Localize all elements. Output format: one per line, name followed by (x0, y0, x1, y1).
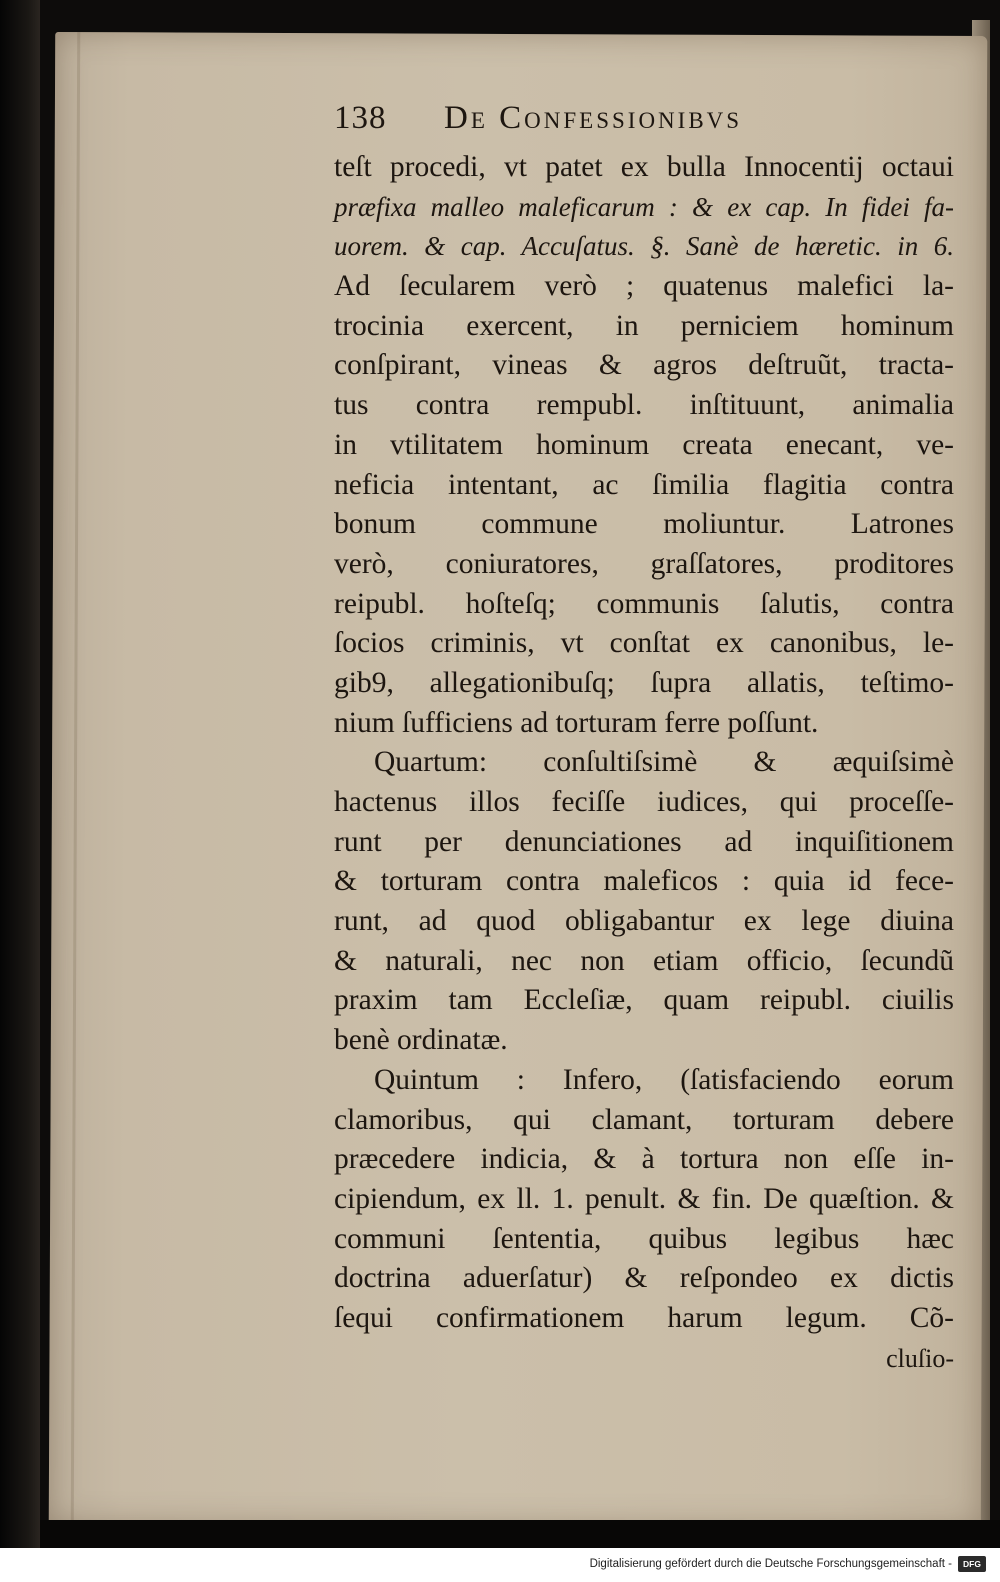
text-line: doctrina aduerſatur) & reſpondeo ex dictis (334, 1262, 954, 1295)
funding-credit: Digitalisierung gefördert durch die Deutsche Forschungsgemeinschaft - (589, 1558, 952, 1570)
text-lines (334, 148, 954, 1378)
text-line: clamoribus, qui clamant, torturam debere (334, 1103, 954, 1136)
text-line: & torturam contra maleficos : quia id fece- (334, 865, 954, 898)
text-line: conſpirant, vineas & agros deſtruũt, tracta- (334, 349, 954, 382)
page-number: 138 (334, 100, 387, 136)
text-line: trocinia exercent, in perniciem hominum (334, 309, 954, 342)
text-line: gib9, allegationibuſq; ſupra allatis, teſtimo- (334, 666, 954, 699)
text-line: benè ordinatæ. (334, 1024, 508, 1057)
text-line: communi ſententia, quibus legibus hæc (334, 1222, 954, 1255)
text-line: teſt procedi, vt patet ex bulla Innocentij octaui (334, 151, 954, 183)
book-spine-shadow (0, 0, 40, 1548)
bottom-shadow (40, 1520, 1000, 1548)
text-line: cluſio- (886, 1343, 954, 1373)
text-line: hactenus illos feciſſe iudices, qui proceſſe- (334, 786, 954, 818)
text-line: & naturali, nec non etiam officio, ſecundũ (334, 944, 954, 977)
text-line: in vtilitatem hominum creata enecant, ve- (334, 428, 954, 461)
text-line: Ad ſecularem verò ; quatenus malefici la- (334, 270, 954, 303)
text-line: runt, ad quod obligabantur ex lege diuina (334, 905, 954, 938)
page-text-block (334, 100, 954, 1378)
text-line: reipubl. hoſteſq; communis ſalutis, contra (334, 587, 954, 620)
dfg-logo: DFG (958, 1556, 986, 1572)
text-line: neficia intentant, ac ſimilia flagitia contra (334, 468, 954, 501)
text-line: runt per denunciationes ad inquiſitionem (334, 825, 954, 858)
text-line: Quartum: conſultiſsimè & æquiſsimè (374, 746, 954, 779)
text-line: praxim tam Eccleſiæ, quam reipubl. ciuilis (334, 984, 954, 1017)
text-line: ſequi confirmationem harum legum. Cõ- (334, 1301, 954, 1334)
text-line: tus contra rempubl. inſtituunt, animalia (334, 389, 954, 422)
running-head: De Confessionibvs (444, 100, 743, 136)
footer-bar (0, 1548, 1000, 1582)
text-line: bonum commune moliuntur. Latrones (334, 508, 954, 541)
page-header (334, 100, 954, 148)
text-line: verò, coniuratores, graſſatores, proditores (334, 547, 954, 580)
text-line: Quintum : Infero, (ſatisfaciendo eorum (374, 1063, 954, 1096)
text-line: ſocios criminis, vt conſtat ex canonibus, le- (334, 627, 954, 660)
text-line: præfixa malleo maleficarum : & ex cap. In fidei fa- (334, 191, 954, 222)
text-line: præcedere indicia, & à tortura non eſſe in- (334, 1143, 954, 1176)
text-line: cipiendum, ex ll. 1. penult. & fin. De quæſtion. & (334, 1182, 954, 1215)
text-line: uorem. & cap. Accuſatus. §. Sanè de hæretic. in 6. (334, 231, 954, 262)
text-line: nium ſufficiens ad torturam ferre poſſunt. (334, 706, 819, 739)
